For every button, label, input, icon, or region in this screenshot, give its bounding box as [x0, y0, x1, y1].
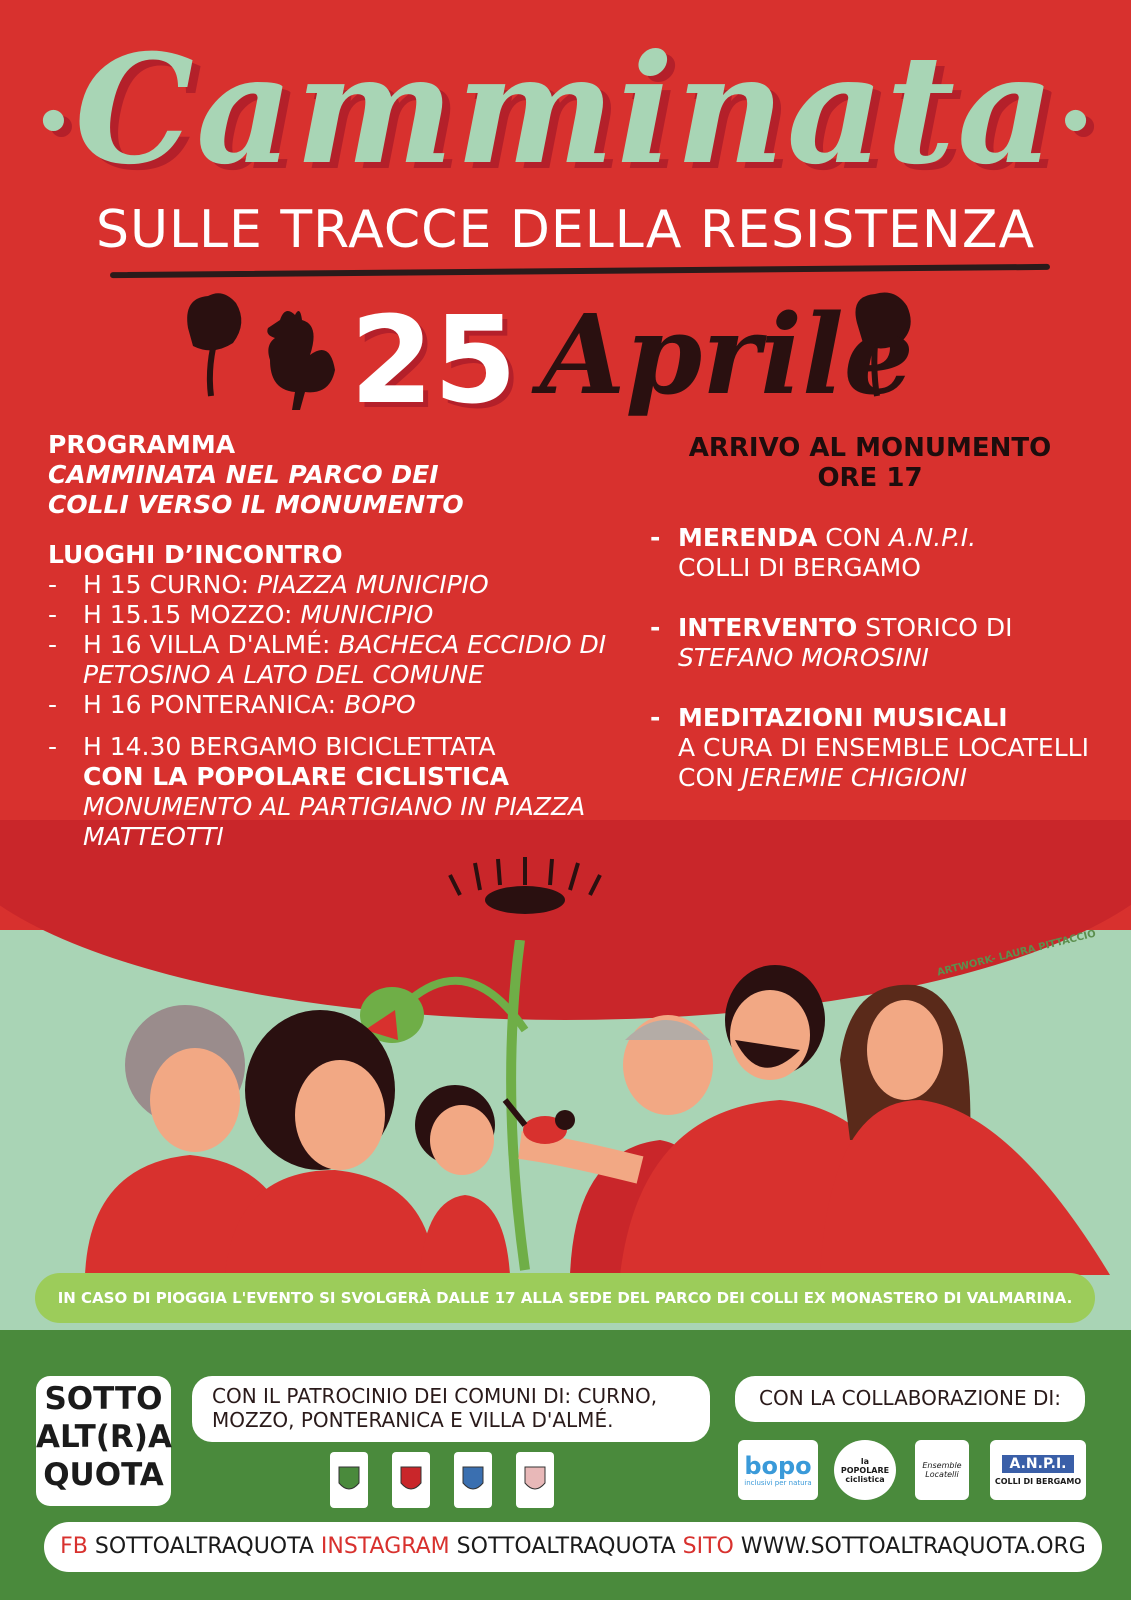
instagram-label: INSTAGRAM — [320, 1534, 450, 1559]
site-label: SITO — [682, 1534, 734, 1559]
list-item — [48, 630, 608, 690]
list-item-text: MEDITAZIONI MUSICALI A CURA DI ENSEMBLE LOCATELLI CON JEREMIE CHIGIONI — [678, 703, 1089, 792]
villa-dalme-crest-icon — [516, 1452, 554, 1508]
bopo-logo: bopo inclusivi per natura — [738, 1440, 818, 1500]
list-item-bike — [48, 732, 608, 852]
list-dash: - — [48, 570, 58, 599]
list-dash: - — [650, 523, 661, 552]
list-dash: - — [650, 613, 661, 642]
list-item — [650, 613, 1090, 673]
site-url[interactable]: WWW.SOTTOALTRAQUOTA.ORG — [733, 1534, 1086, 1559]
list-dash: - — [48, 630, 58, 659]
program-line: CAMMINATA NEL PARCO DEI — [48, 460, 439, 489]
list-item-text: H 16 VILLA D'ALMÉ: BACHECA ECCIDIO DI PETOSINO A LATO DEL COMUNE — [83, 630, 607, 689]
logo-line: ALT(R)A — [36, 1419, 172, 1455]
title-text: Camminata — [74, 22, 1057, 198]
ensemble-locatelli-logo: Ensemble Locatelli — [915, 1440, 969, 1500]
date-month: Aprile — [540, 290, 914, 419]
program-column — [48, 430, 608, 852]
list-item — [48, 570, 608, 600]
list-item — [48, 690, 608, 720]
list-item-text: H 15.15 MOZZO: MUNICIPIO — [83, 600, 434, 629]
curno-crest-icon — [330, 1452, 368, 1508]
poppy-stamen-icon — [440, 855, 610, 915]
facebook-handle[interactable]: SOTTOALTRAQUOTA — [87, 1534, 321, 1559]
meeting-heading: LUOGHI D’INCONTRO — [48, 540, 343, 569]
list-item — [650, 523, 1090, 583]
ponteranica-crest-icon — [454, 1452, 492, 1508]
title-dot-right: • — [1056, 88, 1097, 159]
collaboration-heading: CON LA COLLABORAZIONE DI: — [735, 1376, 1085, 1422]
list-item-text: H 16 PONTERANICA: BOPO — [83, 690, 416, 719]
anpi-logo: A.N.P.I. COLLI DI BERGAMO — [990, 1440, 1086, 1500]
people-illustration — [0, 940, 1131, 1275]
social-links — [44, 1522, 1102, 1572]
list-dash: - — [48, 690, 58, 719]
list-dash: - — [48, 732, 58, 761]
list-item-text: INTERVENTO STORICO DI STEFANO MOROSINI — [678, 613, 1013, 672]
list-item — [650, 703, 1090, 793]
patronage-text: CON IL PATROCINIO DEI COMUNI DI: CURNO, MOZZO, PONTERANICA E VILLA D'ALMÉ. — [192, 1376, 710, 1442]
mozzo-crest-icon — [392, 1452, 430, 1508]
list-item — [48, 600, 608, 630]
rain-notice: IN CASO DI PIOGGIA L'EVENTO SI SVOLGERÀ DALLE 17 ALLA SEDE DEL PARCO DEI COLLI EX MONASTERO DI VALMARINA. — [35, 1273, 1095, 1323]
program-line: COLLI VERSO IL MONUMENTO — [48, 490, 464, 519]
title-dot-left: • — [34, 88, 75, 159]
list-dash: - — [48, 600, 58, 629]
poppy-icon — [178, 288, 248, 398]
popolare-ciclistica-logo: la POPOLARE ciclistica — [834, 1440, 896, 1500]
instagram-handle[interactable]: SOTTOALTRAQUOTA — [449, 1534, 683, 1559]
rooster-icon — [250, 300, 340, 415]
logo-line: SOTTO — [44, 1381, 163, 1417]
arrival-heading: ARRIVO AL MONUMENTO — [688, 433, 1052, 463]
list-dash: - — [650, 703, 661, 732]
program-heading: PROGRAMMA — [48, 430, 236, 459]
logo-line: QUOTA — [43, 1457, 164, 1493]
facebook-label: FB — [60, 1534, 88, 1559]
list-item-text: H 14.30 BERGAMO BICICLETTATA CON LA POPOLARE CICLISTICA MONUMENTO AL PARTIGIANO IN PIAZZA MATTEOTTI — [83, 732, 586, 851]
list-item-text: MERENDA CON A.N.P.I. COLLI DI BERGAMO — [678, 523, 977, 582]
artwork-credit: ARTWORK- LAURA PITTACCIO — [936, 928, 1098, 979]
arrival-column — [650, 433, 1090, 793]
list-item-text: H 15 CURNO: PIAZZA MUNICIPIO — [83, 570, 489, 599]
poster-title — [0, 20, 1131, 213]
date-number: 25 — [350, 292, 517, 431]
sotto-altra-quota-logo — [36, 1376, 171, 1506]
arrival-time: ORE 17 — [817, 463, 923, 493]
poster-subtitle: SULLE TRACCE DELLA RESISTENZA — [95, 200, 1036, 260]
